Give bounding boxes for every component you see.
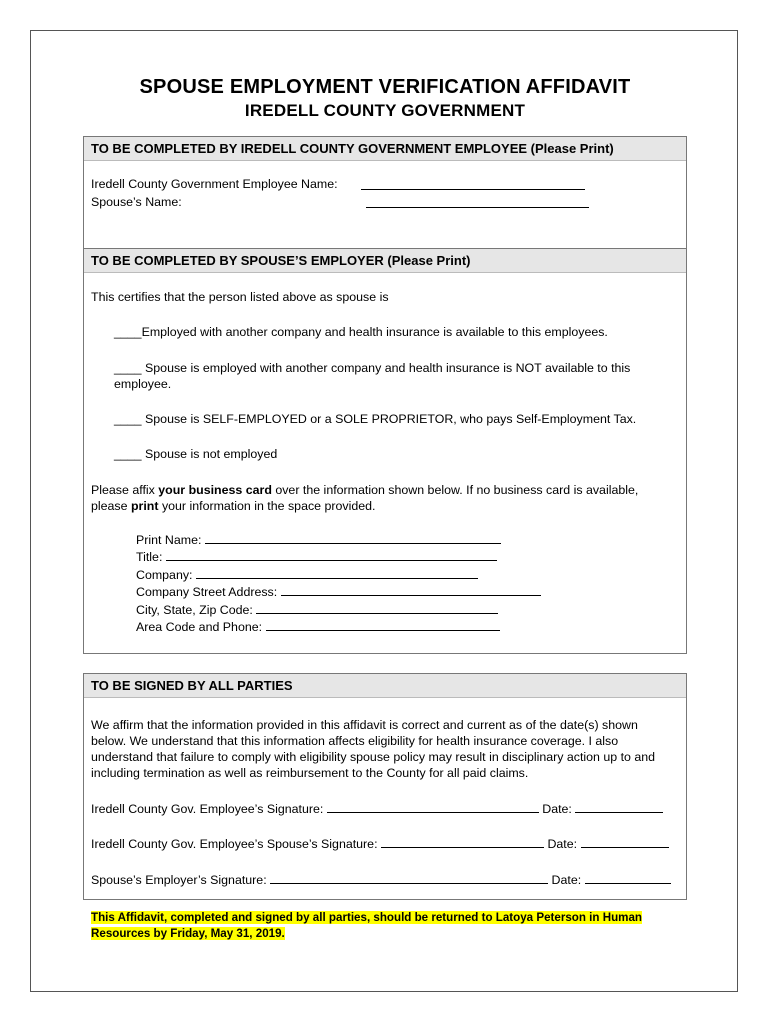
city-row xyxy=(136,602,498,618)
option-text: Employed with another company and health insurance is available to this employees. xyxy=(141,325,608,339)
phone-row xyxy=(136,619,500,635)
option-blank[interactable]: ____ xyxy=(114,412,142,426)
street-row xyxy=(136,584,541,600)
option-self-employed xyxy=(114,411,636,427)
spouse-signature-row xyxy=(91,836,669,852)
city-label: City, State, Zip Code: xyxy=(136,603,253,617)
option-blank[interactable]: ____ xyxy=(114,361,142,375)
company-label: Company: xyxy=(136,568,193,582)
certification-intro: This certifies that the person listed above as spouse is xyxy=(91,290,389,304)
option-blank[interactable]: ____ xyxy=(114,325,142,339)
title-field[interactable] xyxy=(166,549,497,561)
date-label: Date: xyxy=(542,802,572,816)
option-text: Spouse is not employed xyxy=(141,447,278,461)
employer-signature-label: Spouse’s Employer’s Signature: xyxy=(91,873,267,887)
return-notice xyxy=(91,910,671,942)
option-employed-not-insured xyxy=(114,360,654,392)
document-subtitle: IREDELL COUNTY GOVERNMENT xyxy=(244,101,526,120)
spouse-name-field[interactable] xyxy=(366,196,589,208)
employer-signature-field[interactable] xyxy=(270,872,548,884)
employer-date-field[interactable] xyxy=(585,872,671,884)
title-label: Title: xyxy=(136,550,163,564)
option-text: Spouse is employed with another company and health insurance is NOT available to this employee. xyxy=(114,361,631,391)
option-employed-insured xyxy=(114,324,608,340)
spouse-signature-field[interactable] xyxy=(381,836,544,848)
company-field[interactable] xyxy=(196,567,478,579)
employee-signature-row xyxy=(91,801,663,817)
signatures-section-header: TO BE SIGNED BY ALL PARTIES xyxy=(84,674,686,698)
street-label: Company Street Address: xyxy=(136,585,278,599)
title-row xyxy=(136,549,497,565)
phone-field[interactable] xyxy=(266,619,500,631)
employee-signature-label: Iredell County Gov. Employee’s Signature: xyxy=(91,802,324,816)
option-text: Spouse is SELF-EMPLOYED or a SOLE PROPRIETOR, who pays Self-Employment Tax. xyxy=(141,412,637,426)
employee-name-field[interactable] xyxy=(361,178,585,190)
company-row xyxy=(136,567,478,583)
employee-name-label: Iredell County Government Employee Name: xyxy=(91,177,338,191)
option-blank[interactable]: ____ xyxy=(114,447,142,461)
document-title: SPOUSE EMPLOYMENT VERIFICATION AFFIDAVIT xyxy=(139,76,631,98)
phone-label: Area Code and Phone: xyxy=(136,620,263,634)
spouse-signature-label: Iredell County Gov. Employee’s Spouse’s Signature: xyxy=(91,837,378,851)
print-name-label: Print Name: xyxy=(136,533,202,547)
option-not-employed xyxy=(114,446,277,462)
city-field[interactable] xyxy=(256,602,498,614)
employer-section-header: TO BE COMPLETED BY SPOUSE’S EMPLOYER (Please Print) xyxy=(84,249,686,273)
spouse-date-field[interactable] xyxy=(581,836,669,848)
employee-signature-field[interactable] xyxy=(327,801,539,813)
employee-section-header: TO BE COMPLETED BY IREDELL COUNTY GOVERNMENT EMPLOYEE (Please Print) xyxy=(84,137,686,161)
print-name-row xyxy=(136,532,501,548)
spouse-name-label: Spouse’s Name: xyxy=(91,195,182,209)
employee-date-field[interactable] xyxy=(575,801,663,813)
affirmation-text: We affirm that the information provided in this affidavit is correct and current as of the date(s) shown below. We understand that this information affects eligibility for health insurance coverage. I also understand that failure to comply with eligibility spouse policy may result in disciplinary action up to and including termination as well as reimbursement to the County for all paid claims. xyxy=(91,718,656,780)
signatures-section xyxy=(83,673,687,900)
employer-signature-row xyxy=(91,872,671,888)
return-notice-text: This Affidavit, completed and signed by all parties, should be returned to Latoya Peterson in Human Resources by Friday, May 31, 2019. xyxy=(91,911,643,940)
date-label: Date: xyxy=(551,873,582,887)
print-name-field[interactable] xyxy=(205,532,501,544)
date-label: Date: xyxy=(547,837,578,851)
business-card-instructions: Please affix your business card over the information shown below. If no business card is available, please print your information in the space provided. xyxy=(91,483,639,513)
street-field[interactable] xyxy=(281,584,541,596)
